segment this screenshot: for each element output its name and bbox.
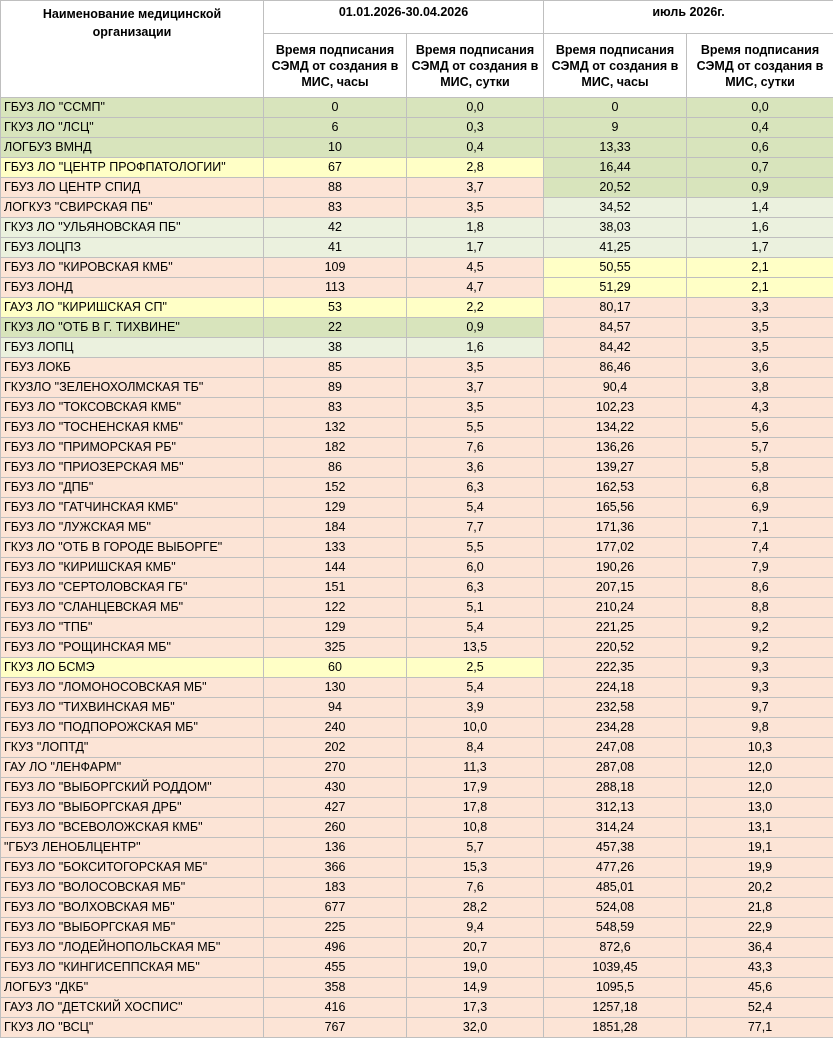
org-name-cell: ГБУЗ ЛО "ТОСНЕНСКАЯ КМБ" (1, 418, 264, 438)
org-name-cell: ГКУЗ ЛО "УЛЬЯНОВСКАЯ ПБ" (1, 218, 264, 238)
hours-period2-cell: 210,24 (544, 598, 687, 618)
days-period2-cell: 21,8 (687, 898, 833, 918)
hours-period1-cell: 60 (264, 658, 407, 678)
hours-period1-cell: 94 (264, 698, 407, 718)
hours-period1-cell: 42 (264, 218, 407, 238)
days-period2-cell: 45,6 (687, 978, 833, 998)
days-period1-cell: 3,7 (407, 378, 544, 398)
hours-period1-cell: 225 (264, 918, 407, 938)
days-period1-cell: 5,4 (407, 618, 544, 638)
days-period2-cell: 3,8 (687, 378, 833, 398)
hours-period1-cell: 151 (264, 578, 407, 598)
hours-period1-cell: 152 (264, 478, 407, 498)
days-period2-cell: 13,0 (687, 798, 833, 818)
hours-period2-cell: 222,35 (544, 658, 687, 678)
org-name-cell: ГБУЗ ЛОПЦ (1, 338, 264, 358)
org-name-cell: ГБУЗ ЛО "СЛАНЦЕВСКАЯ МБ" (1, 598, 264, 618)
table-row (1, 398, 833, 418)
days-period2-cell: 12,0 (687, 758, 833, 778)
hours-period2-cell: 548,59 (544, 918, 687, 938)
hours-period2-cell: 102,23 (544, 398, 687, 418)
table-row (1, 858, 833, 878)
table-row (1, 198, 833, 218)
hours-period2-cell: 177,02 (544, 538, 687, 558)
days-period1-cell: 9,4 (407, 918, 544, 938)
table-row (1, 118, 833, 138)
org-name-cell: ГБУЗ ЛО "ПРИМОРСКАЯ РБ" (1, 438, 264, 458)
days-period2-cell: 6,8 (687, 478, 833, 498)
org-name-cell: ГКУЗ ЛО БСМЭ (1, 658, 264, 678)
hours-period1-cell: 83 (264, 198, 407, 218)
days-period1-cell: 5,7 (407, 838, 544, 858)
hours-period2-cell: 220,52 (544, 638, 687, 658)
table-row (1, 458, 833, 478)
days-period1-cell: 20,7 (407, 938, 544, 958)
hours-period1-cell: 416 (264, 998, 407, 1018)
days-period2-cell: 10,3 (687, 738, 833, 758)
days-period2-cell: 7,9 (687, 558, 833, 578)
hours-period2-cell: 524,08 (544, 898, 687, 918)
hours-period1-cell: 38 (264, 338, 407, 358)
table-row (1, 298, 833, 318)
hours-period2-cell: 247,08 (544, 738, 687, 758)
days-period2-cell: 19,9 (687, 858, 833, 878)
hours-period2-cell: 38,03 (544, 218, 687, 238)
hours-period1-cell: 53 (264, 298, 407, 318)
hours-period1-cell: 270 (264, 758, 407, 778)
hours-period1-cell: 41 (264, 238, 407, 258)
table-row (1, 658, 833, 678)
header-period-2: июль 2026г. (544, 1, 833, 34)
hours-period1-cell: 325 (264, 638, 407, 658)
hours-period1-cell: 129 (264, 498, 407, 518)
days-period2-cell: 22,9 (687, 918, 833, 938)
days-period2-cell: 12,0 (687, 778, 833, 798)
table-row (1, 378, 833, 398)
org-name-cell: ГБУЗ ЛО "ТОКСОВСКАЯ КМБ" (1, 398, 264, 418)
hours-period2-cell: 13,33 (544, 138, 687, 158)
table-row (1, 138, 833, 158)
org-name-cell: ГКУЗ "ЛОПТД" (1, 738, 264, 758)
days-period1-cell: 1,6 (407, 338, 544, 358)
org-name-cell: ЛОГБУЗ ВМНД (1, 138, 264, 158)
hours-period1-cell: 430 (264, 778, 407, 798)
table-row (1, 218, 833, 238)
hours-period1-cell: 129 (264, 618, 407, 638)
org-name-cell: ГБУЗ ЛО "ТПБ" (1, 618, 264, 638)
hours-period1-cell: 767 (264, 1018, 407, 1038)
org-name-cell: ГАУЗ ЛО "ДЕТСКИЙ ХОСПИС" (1, 998, 264, 1018)
org-name-cell: ГБУЗ ЛО "КИРОВСКАЯ КМБ" (1, 258, 264, 278)
hours-period2-cell: 20,52 (544, 178, 687, 198)
hours-period1-cell: 427 (264, 798, 407, 818)
hours-period2-cell: 287,08 (544, 758, 687, 778)
hours-period1-cell: 89 (264, 378, 407, 398)
hours-period2-cell: 16,44 (544, 158, 687, 178)
hours-period2-cell: 51,29 (544, 278, 687, 298)
days-period2-cell: 0,9 (687, 178, 833, 198)
org-name-cell: ЛОГКУЗ "СВИРСКАЯ ПБ" (1, 198, 264, 218)
days-period1-cell: 0,9 (407, 318, 544, 338)
days-period1-cell: 5,4 (407, 678, 544, 698)
table-row (1, 738, 833, 758)
hours-period1-cell: 109 (264, 258, 407, 278)
header-hours-2: Время подписания СЭМД от создания в МИС, часы (544, 34, 687, 98)
days-period1-cell: 5,4 (407, 498, 544, 518)
header-period-1: 01.01.2026-30.04.2026 (264, 1, 544, 34)
table-row (1, 178, 833, 198)
hours-period2-cell: 139,27 (544, 458, 687, 478)
hours-period2-cell: 34,52 (544, 198, 687, 218)
table-row (1, 758, 833, 778)
days-period2-cell: 9,3 (687, 658, 833, 678)
days-period1-cell: 7,6 (407, 438, 544, 458)
days-period1-cell: 17,9 (407, 778, 544, 798)
hours-period1-cell: 240 (264, 718, 407, 738)
days-period1-cell: 15,3 (407, 858, 544, 878)
table-row (1, 878, 833, 898)
hours-period1-cell: 113 (264, 278, 407, 298)
org-name-cell: ГБУЗ ЛО "ВОЛОСОВСКАЯ МБ" (1, 878, 264, 898)
header-hours-1: Время подписания СЭМД от создания в МИС, часы (264, 34, 407, 98)
org-name-cell: ГБУЗ ЛО "ВЫБОРГСКАЯ ДРБ" (1, 798, 264, 818)
hours-period2-cell: 207,15 (544, 578, 687, 598)
hours-period1-cell: 67 (264, 158, 407, 178)
days-period1-cell: 1,8 (407, 218, 544, 238)
days-period1-cell: 11,3 (407, 758, 544, 778)
org-name-cell: ГБУЗ ЛО "ВСЕВОЛОЖСКАЯ КМБ" (1, 818, 264, 838)
hours-period1-cell: 182 (264, 438, 407, 458)
days-period1-cell: 6,3 (407, 478, 544, 498)
days-period1-cell: 32,0 (407, 1018, 544, 1038)
days-period2-cell: 1,4 (687, 198, 833, 218)
hours-period1-cell: 22 (264, 318, 407, 338)
table-row (1, 778, 833, 798)
days-period1-cell: 4,5 (407, 258, 544, 278)
hours-period1-cell: 496 (264, 938, 407, 958)
days-period2-cell: 1,7 (687, 238, 833, 258)
table-row (1, 698, 833, 718)
days-period2-cell: 5,6 (687, 418, 833, 438)
hours-period1-cell: 366 (264, 858, 407, 878)
days-period2-cell: 9,7 (687, 698, 833, 718)
hours-period2-cell: 0 (544, 98, 687, 118)
days-period2-cell: 8,8 (687, 598, 833, 618)
org-name-cell: ГАУЗ ЛО "КИРИШСКАЯ СП" (1, 298, 264, 318)
table-row (1, 158, 833, 178)
hours-period2-cell: 224,18 (544, 678, 687, 698)
org-name-cell: ГБУЗ ЛОЦПЗ (1, 238, 264, 258)
days-period2-cell: 3,6 (687, 358, 833, 378)
table-row (1, 98, 833, 118)
days-period2-cell: 3,5 (687, 318, 833, 338)
days-period2-cell: 0,0 (687, 98, 833, 118)
days-period2-cell: 8,6 (687, 578, 833, 598)
org-name-cell: "ГБУЗ ЛЕНОБЛЦЕНТР" (1, 838, 264, 858)
days-period1-cell: 17,8 (407, 798, 544, 818)
days-period2-cell: 9,2 (687, 618, 833, 638)
days-period1-cell: 6,0 (407, 558, 544, 578)
hours-period2-cell: 314,24 (544, 818, 687, 838)
hours-period1-cell: 144 (264, 558, 407, 578)
org-name-cell: ГБУЗ ЛО "ТИХВИНСКАЯ МБ" (1, 698, 264, 718)
org-name-cell: ГБУЗ ЛО "РОЩИНСКАЯ МБ" (1, 638, 264, 658)
org-name-cell: ГБУЗ ЛО "ССМП" (1, 98, 264, 118)
days-period2-cell: 19,1 (687, 838, 833, 858)
org-name-cell: ГБУЗ ЛО "ВОЛХОВСКАЯ МБ" (1, 898, 264, 918)
days-period1-cell: 19,0 (407, 958, 544, 978)
org-name-cell: ГКУЗ ЛО "ОТБ В Г. ТИХВИНЕ" (1, 318, 264, 338)
days-period2-cell: 9,3 (687, 678, 833, 698)
hours-period2-cell: 485,01 (544, 878, 687, 898)
header-days-2: Время подписания СЭМД от создания в МИС, сутки (687, 34, 833, 98)
days-period2-cell: 9,2 (687, 638, 833, 658)
org-name-cell: ГБУЗ ЛО "КИРИШСКАЯ КМБ" (1, 558, 264, 578)
org-name-cell: ГБУЗ ЛО "ВЫБОРГСКАЯ МБ" (1, 918, 264, 938)
table-row (1, 678, 833, 698)
days-period2-cell: 7,1 (687, 518, 833, 538)
hours-period2-cell: 1039,45 (544, 958, 687, 978)
org-name-cell: ГБУЗ ЛО ЦЕНТР СПИД (1, 178, 264, 198)
days-period1-cell: 4,7 (407, 278, 544, 298)
hours-period2-cell: 90,4 (544, 378, 687, 398)
hours-period1-cell: 88 (264, 178, 407, 198)
days-period2-cell: 13,1 (687, 818, 833, 838)
hours-period1-cell: 132 (264, 418, 407, 438)
org-name-cell: ГКУЗ ЛО "ЛСЦ" (1, 118, 264, 138)
table-row (1, 538, 833, 558)
header-org-name: Наименование медицинской организации (1, 1, 264, 98)
hours-period2-cell: 477,26 (544, 858, 687, 878)
days-period1-cell: 14,9 (407, 978, 544, 998)
days-period1-cell: 3,7 (407, 178, 544, 198)
table-row (1, 278, 833, 298)
table-row (1, 718, 833, 738)
table-row (1, 918, 833, 938)
org-name-cell: ГБУЗ ЛО "СЕРТОЛОВСКАЯ ГБ" (1, 578, 264, 598)
org-name-cell: ГБУЗ ЛОКБ (1, 358, 264, 378)
days-period1-cell: 3,5 (407, 358, 544, 378)
hours-period2-cell: 872,6 (544, 938, 687, 958)
hours-period2-cell: 84,42 (544, 338, 687, 358)
hours-period1-cell: 86 (264, 458, 407, 478)
days-period1-cell: 1,7 (407, 238, 544, 258)
days-period1-cell: 0,0 (407, 98, 544, 118)
days-period1-cell: 28,2 (407, 898, 544, 918)
org-name-cell: ГБУЗ ЛО "ЛОМОНОСОВСКАЯ МБ" (1, 678, 264, 698)
hours-period2-cell: 1095,5 (544, 978, 687, 998)
hours-period2-cell: 9 (544, 118, 687, 138)
table-row (1, 258, 833, 278)
days-period1-cell: 2,8 (407, 158, 544, 178)
days-period2-cell: 1,6 (687, 218, 833, 238)
days-period1-cell: 6,3 (407, 578, 544, 598)
days-period1-cell: 5,1 (407, 598, 544, 618)
days-period2-cell: 0,4 (687, 118, 833, 138)
days-period1-cell: 2,5 (407, 658, 544, 678)
days-period2-cell: 2,1 (687, 278, 833, 298)
table-row (1, 838, 833, 858)
days-period1-cell: 7,6 (407, 878, 544, 898)
days-period2-cell: 52,4 (687, 998, 833, 1018)
hours-period1-cell: 130 (264, 678, 407, 698)
days-period2-cell: 0,6 (687, 138, 833, 158)
org-name-cell: ГБУЗ ЛО "БОКСИТОГОРСКАЯ МБ" (1, 858, 264, 878)
hours-period1-cell: 133 (264, 538, 407, 558)
days-period2-cell: 2,1 (687, 258, 833, 278)
hours-period1-cell: 85 (264, 358, 407, 378)
days-period1-cell: 3,5 (407, 398, 544, 418)
table-row (1, 578, 833, 598)
days-period2-cell: 3,3 (687, 298, 833, 318)
hours-period1-cell: 10 (264, 138, 407, 158)
hours-period2-cell: 162,53 (544, 478, 687, 498)
hours-period2-cell: 288,18 (544, 778, 687, 798)
table-row (1, 978, 833, 998)
hours-period1-cell: 83 (264, 398, 407, 418)
table-row (1, 938, 833, 958)
days-period1-cell: 13,5 (407, 638, 544, 658)
days-period2-cell: 0,7 (687, 158, 833, 178)
hours-period2-cell: 136,26 (544, 438, 687, 458)
days-period1-cell: 10,8 (407, 818, 544, 838)
hours-period2-cell: 50,55 (544, 258, 687, 278)
hours-period1-cell: 122 (264, 598, 407, 618)
hours-period2-cell: 221,25 (544, 618, 687, 638)
org-name-cell: ГАУ ЛО "ЛЕНФАРМ" (1, 758, 264, 778)
hours-period2-cell: 86,46 (544, 358, 687, 378)
table-row (1, 358, 833, 378)
hours-period1-cell: 455 (264, 958, 407, 978)
days-period1-cell: 17,3 (407, 998, 544, 1018)
hours-period1-cell: 202 (264, 738, 407, 758)
table-row (1, 418, 833, 438)
table-row (1, 518, 833, 538)
table-row (1, 498, 833, 518)
hours-period1-cell: 260 (264, 818, 407, 838)
org-name-cell: ГБУЗ ЛО "ДПБ" (1, 478, 264, 498)
hours-period2-cell: 1257,18 (544, 998, 687, 1018)
org-name-cell: ГБУЗ ЛО "ЛОДЕЙНОПОЛЬСКАЯ МБ" (1, 938, 264, 958)
hours-period1-cell: 136 (264, 838, 407, 858)
days-period2-cell: 3,5 (687, 338, 833, 358)
hours-period2-cell: 134,22 (544, 418, 687, 438)
hours-period2-cell: 1851,28 (544, 1018, 687, 1038)
days-period2-cell: 20,2 (687, 878, 833, 898)
hours-period1-cell: 184 (264, 518, 407, 538)
days-period1-cell: 0,3 (407, 118, 544, 138)
hours-period1-cell: 677 (264, 898, 407, 918)
org-name-cell: ГБУЗ ЛО "ПОДПОРОЖСКАЯ МБ" (1, 718, 264, 738)
table-row (1, 238, 833, 258)
hours-period2-cell: 234,28 (544, 718, 687, 738)
hours-period2-cell: 232,58 (544, 698, 687, 718)
hours-period1-cell: 183 (264, 878, 407, 898)
days-period1-cell: 3,9 (407, 698, 544, 718)
org-name-cell: ГБУЗ ЛО "ГАТЧИНСКАЯ КМБ" (1, 498, 264, 518)
days-period1-cell: 2,2 (407, 298, 544, 318)
hours-period1-cell: 358 (264, 978, 407, 998)
hours-period2-cell: 84,57 (544, 318, 687, 338)
days-period1-cell: 7,7 (407, 518, 544, 538)
table-row (1, 338, 833, 358)
org-name-cell: ЛОГБУЗ "ДКБ" (1, 978, 264, 998)
days-period2-cell: 4,3 (687, 398, 833, 418)
org-name-cell: ГКУЗ ЛО "ОТБ В ГОРОДЕ ВЫБОРГЕ" (1, 538, 264, 558)
days-period1-cell: 10,0 (407, 718, 544, 738)
days-period2-cell: 7,4 (687, 538, 833, 558)
table-row (1, 898, 833, 918)
table-row (1, 618, 833, 638)
days-period1-cell: 5,5 (407, 418, 544, 438)
days-period2-cell: 9,8 (687, 718, 833, 738)
table-row (1, 818, 833, 838)
days-period2-cell: 77,1 (687, 1018, 833, 1038)
hours-period1-cell: 0 (264, 98, 407, 118)
table-row (1, 638, 833, 658)
days-period1-cell: 0,4 (407, 138, 544, 158)
hours-period2-cell: 457,38 (544, 838, 687, 858)
days-period1-cell: 3,6 (407, 458, 544, 478)
table-row (1, 998, 833, 1018)
days-period2-cell: 43,3 (687, 958, 833, 978)
hours-period1-cell: 6 (264, 118, 407, 138)
table-row (1, 438, 833, 458)
days-period1-cell: 5,5 (407, 538, 544, 558)
table-row (1, 798, 833, 818)
hours-period2-cell: 41,25 (544, 238, 687, 258)
org-name-cell: ГБУЗ ЛОНД (1, 278, 264, 298)
days-period2-cell: 5,7 (687, 438, 833, 458)
org-name-cell: ГКУЗЛО "ЗЕЛЕНОХОЛМСКАЯ ТБ" (1, 378, 264, 398)
table-row (1, 598, 833, 618)
table-row (1, 958, 833, 978)
hours-period2-cell: 190,26 (544, 558, 687, 578)
org-name-cell: ГБУЗ ЛО "ЛУЖСКАЯ МБ" (1, 518, 264, 538)
org-name-cell: ГБУЗ ЛО "КИНГИСЕППСКАЯ МБ" (1, 958, 264, 978)
days-period2-cell: 36,4 (687, 938, 833, 958)
org-name-cell: ГБУЗ ЛО "ЦЕНТР ПРОФПАТОЛОГИИ" (1, 158, 264, 178)
table-row (1, 558, 833, 578)
days-period1-cell: 8,4 (407, 738, 544, 758)
hours-period2-cell: 312,13 (544, 798, 687, 818)
table-row (1, 318, 833, 338)
org-name-cell: ГБУЗ ЛО "ПРИОЗЕРСКАЯ МБ" (1, 458, 264, 478)
days-period1-cell: 3,5 (407, 198, 544, 218)
table-row (1, 478, 833, 498)
hours-period2-cell: 165,56 (544, 498, 687, 518)
hours-period2-cell: 80,17 (544, 298, 687, 318)
org-name-cell: ГКУЗ ЛО "ВСЦ" (1, 1018, 264, 1038)
org-name-cell: ГБУЗ ЛО "ВЫБОРГСКИЙ РОДДОМ" (1, 778, 264, 798)
days-period2-cell: 6,9 (687, 498, 833, 518)
days-period2-cell: 5,8 (687, 458, 833, 478)
header-days-1: Время подписания СЭМД от создания в МИС, сутки (407, 34, 544, 98)
hours-period2-cell: 171,36 (544, 518, 687, 538)
